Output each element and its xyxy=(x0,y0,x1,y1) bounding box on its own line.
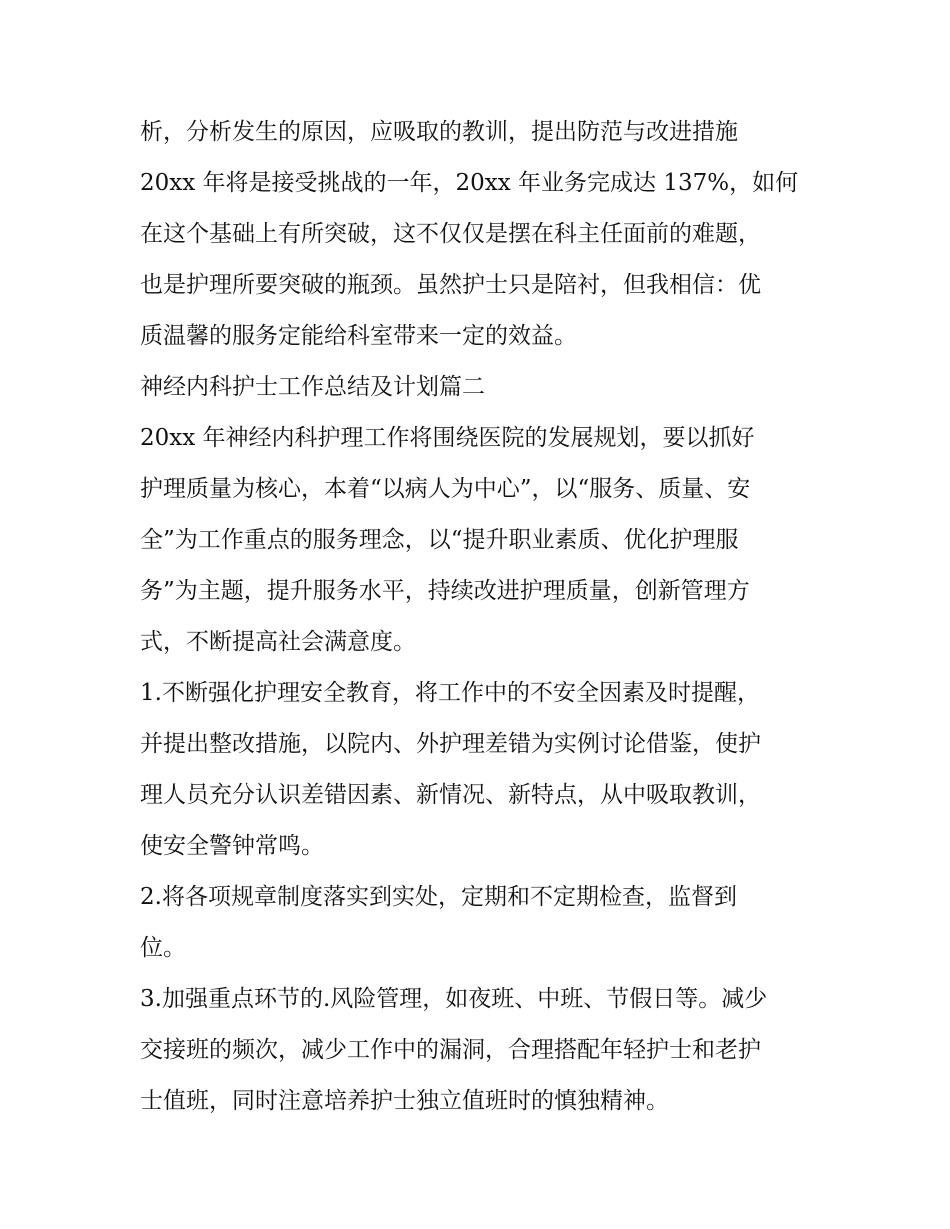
document-body xyxy=(140,107,820,1127)
text-line: 1.不断强化护理安全教育，将工作中的不安全因素及时提醒， xyxy=(140,680,760,706)
text-line: 务”为主题，提升服务水平，持续改进护理质量，创新管理方 xyxy=(140,578,750,604)
text-line: 20xx 年将是接受挑战的一年，20xx 年业务完成达 137%，如何 xyxy=(140,170,799,196)
text-line: 式，不断提高社会满意度。 xyxy=(140,629,416,655)
text-line: 士值班，同时注意培养护士独立值班时的慎独精神。 xyxy=(140,1088,669,1114)
list-item-1 xyxy=(140,668,820,872)
paragraph-intro xyxy=(140,413,820,668)
text-line: 析，分析发生的原因，应吸取的教训，提出防范与改进措施 xyxy=(140,119,738,145)
text-line: 并提出整改措施，以院内、外护理差错为实例讨论借鉴，使护 xyxy=(140,731,761,757)
text-line: 20xx 年神经内科护理工作将围绕医院的发展规划，要以抓好 xyxy=(140,425,755,451)
section-heading xyxy=(140,362,820,413)
text-line: 3.加强重点环节的.风险管理，如夜班、中班、节假日等。减少 xyxy=(140,986,768,1012)
text-line: 使安全警钟常鸣。 xyxy=(140,833,324,859)
list-item-2 xyxy=(140,872,820,974)
text-line: 2.将各项规章制度落实到实处，定期和不定期检查，监督到 xyxy=(140,884,737,910)
text-line: 全”为工作重点的服务理念，以“提升职业素质、优化护理服 xyxy=(140,527,739,553)
heading-line: 神经内科护士工作总结及计划篇二 xyxy=(140,374,485,400)
text-line: 位。 xyxy=(140,935,186,961)
paragraph-continuation xyxy=(140,107,820,158)
text-line: 质温馨的服务定能给科室带来一定的效益。 xyxy=(140,323,577,349)
text-line: 护理质量为核心，本着“以病人为中心”，以“服务、质量、安 xyxy=(140,476,751,502)
paragraph-outlook xyxy=(140,158,820,362)
list-item-3 xyxy=(140,974,820,1127)
text-line: 也是护理所要突破的瓶颈。虽然护士只是陪衬，但我相信：优 xyxy=(140,272,761,298)
text-line: 交接班的频次，减少工作中的漏洞，合理搭配年轻护士和老护 xyxy=(140,1037,761,1063)
text-line: 在这个基础上有所突破，这不仅仅是摆在科主任面前的难题， xyxy=(140,221,761,247)
text-line: 理人员充分认识差错因素、新情况、新特点，从中吸取教训， xyxy=(140,782,761,808)
